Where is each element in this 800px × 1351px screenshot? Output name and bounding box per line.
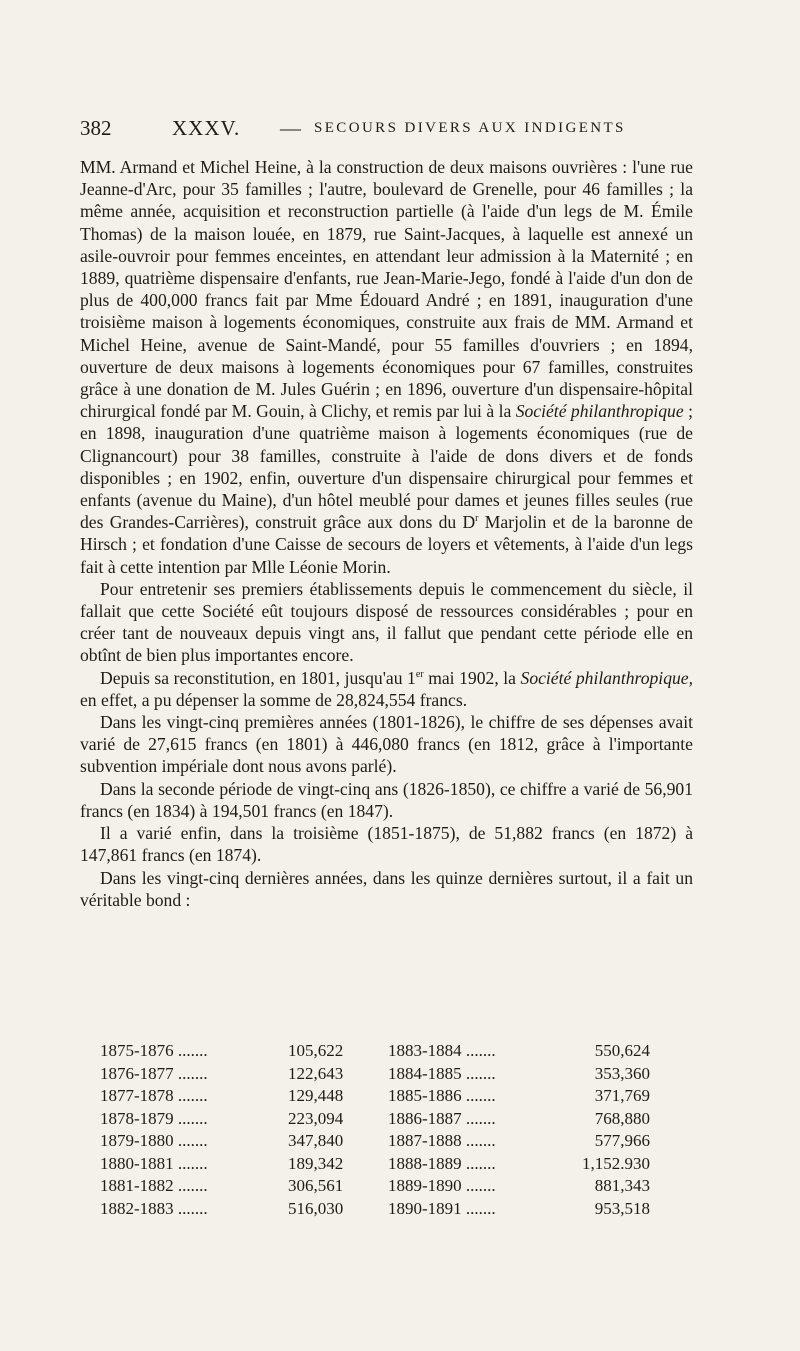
- period-cell: 1886-1887 .......: [388, 1108, 496, 1128]
- period-cell: 1889-1890 .......: [388, 1176, 496, 1196]
- period-cell: 1876-1877 .......: [100, 1063, 208, 1083]
- amount-cell: 881,343: [594, 1176, 650, 1196]
- period-cell: 1880-1881 .......: [100, 1153, 208, 1173]
- paragraph: [80, 711, 693, 778]
- text-segment: Depuis sa reconstitution, en 1801, jusqu'au 1: [100, 667, 416, 688]
- text-segment: Dans les vingt-cinq dernières années, dans les quinze dernières surtout, il a fait un véritable bond :: [80, 867, 693, 910]
- running-header: [80, 116, 770, 146]
- amount-cell: 122,643: [288, 1063, 344, 1083]
- amount-cell: 516,030: [288, 1198, 344, 1218]
- period-cell: 1881-1882 .......: [100, 1176, 208, 1196]
- table-row: [100, 1040, 650, 1063]
- amount-cell: 306,561: [288, 1176, 344, 1196]
- period-cell: 1884-1885 .......: [388, 1063, 496, 1083]
- text-segment: Il a varié enfin, dans la troisième (1851-1875), de 51,882 francs (en 1872) à 147,861 francs (en 1874).: [80, 823, 693, 866]
- period-cell: 1877-1878 .......: [100, 1086, 208, 1106]
- amount-cell: 223,094: [288, 1108, 344, 1128]
- amount-cell: 1,152.930: [582, 1153, 650, 1173]
- amount-cell: 129,448: [288, 1086, 344, 1106]
- amount-cell: 550,624: [594, 1041, 650, 1061]
- table-row: [100, 1175, 650, 1198]
- italic-text: Société philanthropique,: [520, 667, 693, 688]
- page-number: 382: [80, 116, 112, 140]
- paragraph: [80, 867, 693, 911]
- table-row: [100, 1153, 650, 1176]
- amount-cell: 105,622: [288, 1041, 344, 1061]
- table-row: [100, 1130, 650, 1153]
- paragraph: [80, 156, 693, 578]
- period-cell: 1882-1883 .......: [100, 1198, 208, 1218]
- period-cell: 1887-1888 .......: [388, 1131, 496, 1151]
- amount-cell: 353,360: [594, 1063, 650, 1083]
- paragraph: [80, 667, 693, 711]
- period-cell: 1879-1880 .......: [100, 1131, 208, 1151]
- text-segment: Marjolin et de la baronne de Hirsch ; et fondation d'une Caisse de secours de loyers et vêtements, à l'aide d'un legs fait à cette intention par Mlle Léonie Morin.: [80, 512, 693, 577]
- period-cell: 1885-1886 .......: [388, 1086, 496, 1106]
- paragraph: [80, 578, 693, 667]
- amount-cell: 577,966: [594, 1131, 650, 1151]
- text-segment: Dans la seconde période de vingt-cinq ans (1826-1850), ce chiffre a varié de 56,901 francs (en 1834) à 194,501 francs (en 1847).: [80, 778, 693, 821]
- superscript: r: [475, 513, 479, 525]
- table-row: [100, 1063, 650, 1086]
- table-row: [100, 1108, 650, 1131]
- period-cell: 1878-1879 .......: [100, 1108, 208, 1128]
- amount-cell: 371,769: [594, 1086, 650, 1106]
- text-segment: en effet, a pu dépenser la somme de 28,824,554 francs.: [80, 689, 468, 710]
- running-title: SECOURS DIVERS AUX INDIGENTS: [314, 120, 626, 136]
- amount-cell: 347,840: [288, 1131, 344, 1151]
- paragraph: [80, 822, 693, 866]
- amount-cell: 768,880: [594, 1108, 650, 1128]
- text-segment: ; en 1898, inauguration d'une quatrième maison à logements économiques (rue de Clignancourt) pour 38 familles, construite à l'aide de dons divers et de fonds disponibles ; en 1902, enfin, ouverture d'un dispensaire chirurgical pour femmes et enfants (avenue du Maine), d'un hôtel meublé pour dames et jeunes filles seules (rue des Grandes-Carrières), construit grâce aux dons du D: [80, 401, 693, 533]
- text-segment: MM. Armand et Michel Heine, à la construction de deux maisons ouvrières : l'une rue Jeanne-d'Arc, pour 35 familles ; l'autre, boulevard de Grenelle, pour 46 familles ; la même année, acquisition et reconstruction partielle (à l'aide d'un legs de M. Émile Thomas) de la maison louée, en 1879, rue Saint-Jacques, à laquelle est annexé un asile-ouvroir pour femmes enceintes, en attendant leur admission à la Maternité ; en 1889, quatrième dispensaire d'enfants, rue Jean-Marie-Jego, fondé à l'aide d'un don de plus de 400,000 francs fait par Mme Édouard André ; en 1891, inauguration d'une troisième maison à logements économiques, construite aux frais de MM. Armand et Michel Heine, avenue de Saint-Mandé, pour 55 familles d'ouvriers ; en 1894, ouverture de deux maisons à logements économiques pour 67 familles, construites grâce à une donation de M. Jules Guérin ; en 1896, ouverture d'un dispensaire-hôpital chirurgical fondé par M. Gouin, à Clichy, et remis par lui à la: [80, 157, 693, 422]
- period-cell: 1888-1889 .......: [388, 1153, 496, 1173]
- table-row: [100, 1198, 650, 1221]
- text-segment: Pour entretenir ses premiers établissements depuis le commencement du siècle, il fallait que cette Société eût toujours disposé de ressources considérables ; pour en créer tant de nouveaux depuis vingt ans, il fallut que pendant cette période elle en obtînt de bien plus importantes encore.: [80, 578, 693, 666]
- amount-cell: 953,518: [594, 1198, 650, 1218]
- body-text: [80, 156, 693, 911]
- italic-text: Société philanthropique: [515, 401, 684, 422]
- superscript: er: [415, 668, 424, 680]
- header-dash: —: [280, 116, 301, 140]
- text-segment: mai 1902, la: [423, 667, 521, 688]
- paragraph: [80, 778, 693, 822]
- period-cell: 1883-1884 .......: [388, 1041, 496, 1061]
- chapter-number: XXXV.: [172, 116, 241, 140]
- period-cell: 1875-1876 .......: [100, 1041, 208, 1061]
- table-row: [100, 1085, 650, 1108]
- text-segment: Dans les vingt-cinq premières années (1801-1826), le chiffre de ses dépenses avait varié de 27,615 francs (en 1801) à 446,080 francs (en 1812, grâce à l'importante subvention impériale dont nous avons parlé).: [80, 712, 693, 777]
- period-cell: 1890-1891 .......: [388, 1198, 496, 1218]
- amount-cell: 189,342: [288, 1153, 344, 1173]
- expenses-table: [100, 1040, 650, 1220]
